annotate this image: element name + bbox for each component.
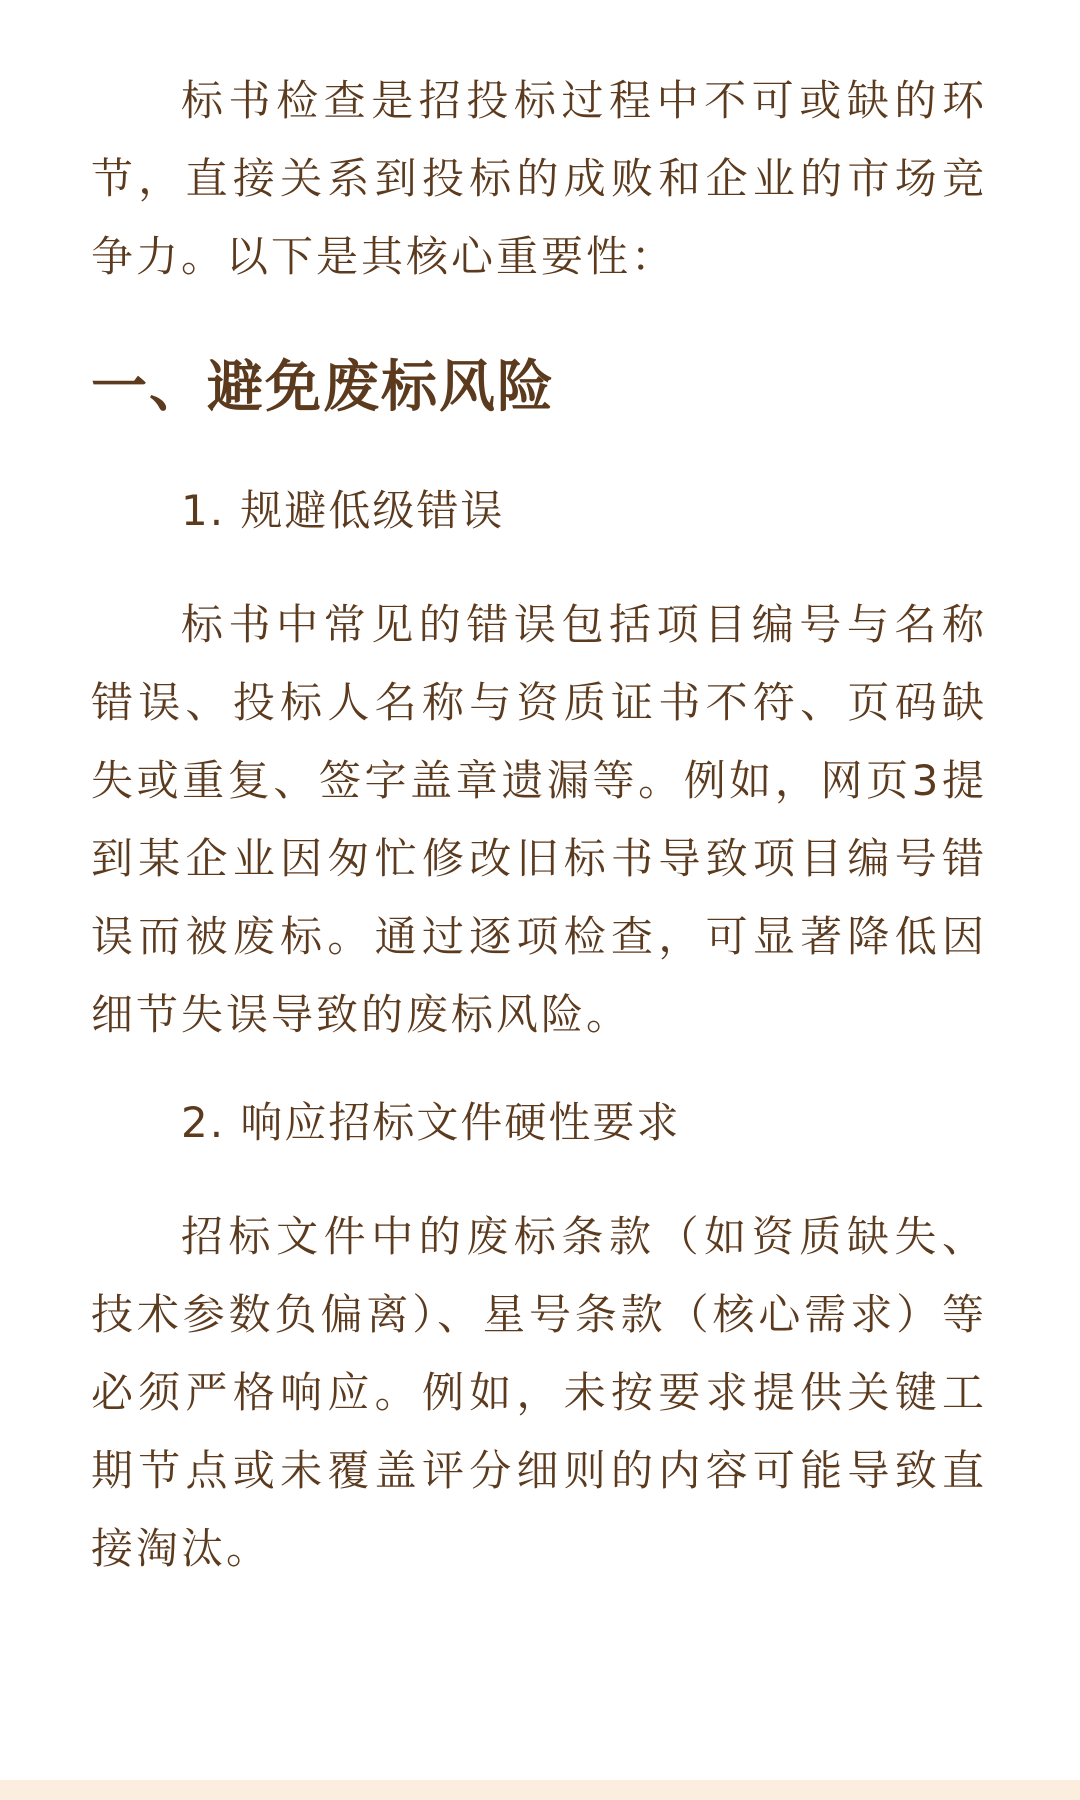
spacer — [91, 1162, 987, 1198]
subsection-2-title: 2. 响应招标文件硬性要求 — [181, 1098, 681, 1147]
spacer — [91, 550, 987, 586]
spacer — [91, 1054, 987, 1084]
article — [91, 62, 987, 1588]
spacer — [91, 296, 987, 348]
bottom-decorative-band — [0, 1780, 1080, 1800]
subsection-2-body: 招标文件中的废标条款（如资质缺失、技术参数负偏离）、星号条款（核心需求）等必须严格响应。例如，未按要求提供关键工期节点或未覆盖评分细则的内容可能导致直接淘汰。 — [91, 1212, 987, 1573]
subsection-1-title: 1. 规避低级错误 — [181, 486, 505, 535]
subsection-1-body: 标书中常见的错误包括项目编号与名称错误、投标人名称与资质证书不符、页码缺失或重复、签字盖章遗漏等。例如，网页3提到某企业因匆忙修改旧标书导致项目编号错误而被废标。通过逐项检查，可显著降低因细节失误导致的废标风险。 — [91, 600, 987, 1039]
section-heading: 一、避免废标风险 — [91, 355, 555, 420]
intro-paragraph: 标书检查是招投标过程中不可或缺的环节，直接关系到投标的成败和企业的市场竞争力。以下是其核心重要性： — [91, 76, 987, 281]
spacer — [91, 428, 987, 472]
